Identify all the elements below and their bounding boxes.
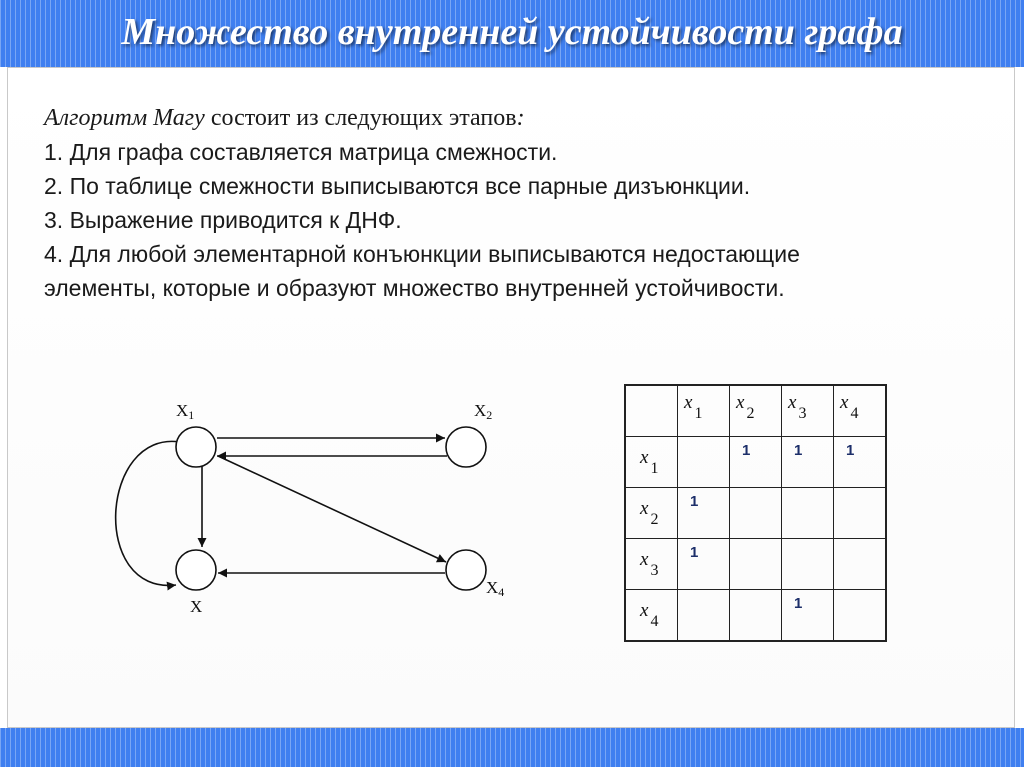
col-header-x3: $x_3$: [782, 385, 834, 437]
node-x1-label: X1: [176, 401, 195, 422]
step-2: 2. По таблице смежности выписываются все парные дизъюнкции.: [44, 173, 751, 199]
row-header-x1: $x_1$: [625, 437, 678, 488]
node-x: [176, 550, 216, 590]
node-x4-label: X4: [486, 578, 505, 599]
row-header-x4: $x_4$: [625, 590, 678, 642]
slide-title: Множество внутренней устойчивости графа: [121, 11, 903, 53]
matrix-cell: [678, 437, 730, 488]
row-header-x3: $x_3$: [625, 539, 678, 590]
intro-text: состоит из следующих этапов: [204, 105, 517, 131]
node-x1: [176, 427, 216, 467]
matrix-cell: [730, 488, 782, 539]
matrix-row-x2: [625, 488, 886, 539]
col-header-x1: $x_1$: [678, 385, 730, 437]
matrix-cell: 1: [782, 437, 834, 488]
matrix-cell: 1: [678, 539, 730, 590]
adjacency-matrix: [624, 384, 887, 642]
matrix-corner-cell: [625, 385, 678, 437]
edge-x1-to-x4: [218, 456, 446, 562]
intro-line: [44, 100, 974, 135]
col-header-x2: $x_2$: [730, 385, 782, 437]
row-header-x2: $x_2$: [625, 488, 678, 539]
col-header-x4: $x_4$: [834, 385, 887, 437]
step-1: 1. Для графа составляется матрица смежности.: [44, 139, 558, 165]
matrix-header-row: [625, 385, 886, 437]
matrix-cell: [730, 539, 782, 590]
matrix-cell: 1: [782, 590, 834, 642]
matrix-row-x4: [625, 590, 886, 642]
node-x2: [446, 427, 486, 467]
matrix-cell: [678, 590, 730, 642]
node-x2-label: X2: [474, 401, 493, 422]
edge-x1-loop-to-x: [116, 441, 180, 585]
step-4-continued: элементы, которые и образуют множество внутренней устойчивости.: [44, 275, 785, 301]
step-4: 4. Для любой элементарной конъюнкции выписываются недостающие: [44, 241, 800, 267]
algorithm-text: [44, 100, 974, 305]
matrix-cell: 1: [678, 488, 730, 539]
node-x-label: X: [190, 597, 203, 616]
directed-graph: [100, 390, 520, 630]
matrix-cell: [834, 539, 887, 590]
matrix-row-x3: [625, 539, 886, 590]
intro-colon: :: [516, 105, 525, 131]
matrix-cell: [782, 488, 834, 539]
matrix-cell: [730, 590, 782, 642]
algorithm-name: Алгоритм Магу: [44, 105, 205, 131]
matrix-cell: [782, 539, 834, 590]
matrix-cell: 1: [834, 437, 887, 488]
matrix-cell: 1: [730, 437, 782, 488]
matrix-cell: [834, 590, 887, 642]
matrix-row-x1: [625, 437, 886, 488]
footer-bar: [0, 728, 1024, 767]
matrix-cell: [834, 488, 887, 539]
step-3: 3. Выражение приводится к ДНФ.: [44, 207, 402, 233]
node-x4: [446, 550, 486, 590]
